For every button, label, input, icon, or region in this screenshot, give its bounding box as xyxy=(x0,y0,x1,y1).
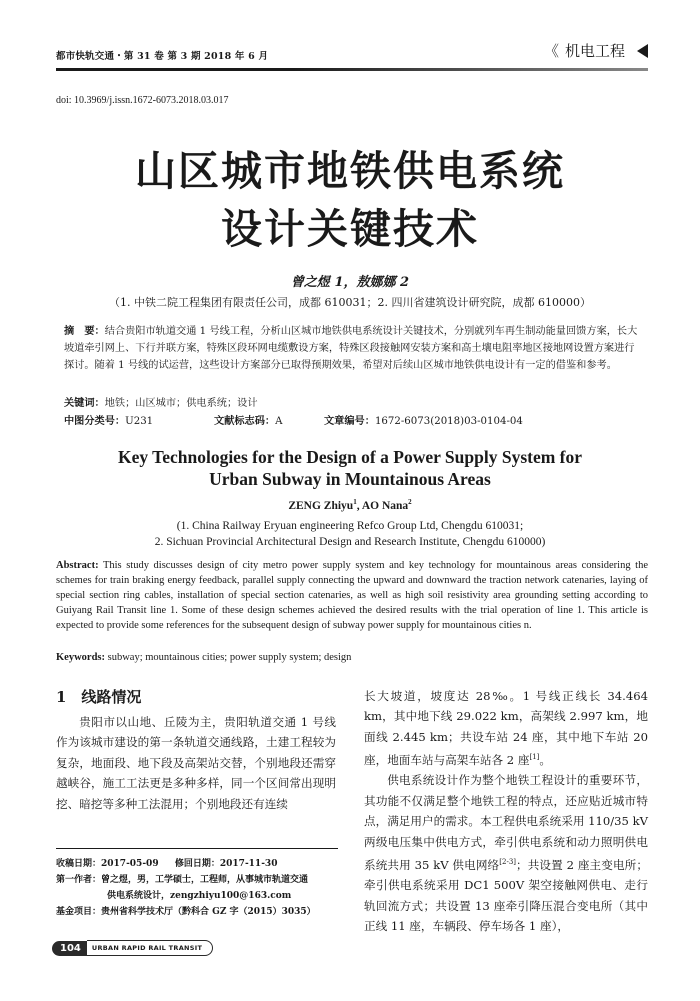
footnote-dates: 收稿日期：2017-05-09 修回日期：2017-11-30 xyxy=(56,859,278,869)
section-label: 机电工程 xyxy=(564,42,625,60)
revised-date: 2017-11-30 xyxy=(219,859,278,869)
en-affiliation-line-1: (1. China Railway Eryuan engineering Refco Group Ltd, Chengdu 610031; xyxy=(176,520,524,532)
cn-abstract-text: 结合贵阳市轨道交通 1 号线工程，分析山区城市地铁供电系统设计关键技术，分别就列车再生制动能量回馈方案，长大坡道牵引网上、下行并联方案，特殊区段环网电缆敷设方案，特殊区段接触网安装方案和高土壤电阻率地区接地网设置方案进行探讨。随着 1 号线的试运营，这些设计方案部分已取得预期效果，希望对后续山区城市地铁供电设计有一定的借鉴和参考。 xyxy=(64,326,638,371)
en-author-sep: , xyxy=(356,499,362,512)
cn-keywords-text: 地铁；山区城市；供电系统；设计 xyxy=(104,398,258,409)
right-column xyxy=(364,686,648,937)
en-abstract xyxy=(56,558,648,633)
section-mark: 《 xyxy=(543,42,559,60)
footnote-rule xyxy=(56,848,338,849)
journal-info: 都市快轨交通・第 31 卷 第 3 期 2018 年 6 月 xyxy=(56,51,269,62)
cn-keywords xyxy=(64,395,638,412)
page-number: 104 xyxy=(52,941,87,956)
citation-1: [1] xyxy=(529,753,540,762)
en-author-2-sup: 2 xyxy=(408,498,412,506)
en-abstract-label: Abstract: xyxy=(56,560,99,571)
footnote-author: 第一作者：曾之煜，男，工学硕士，工程师，从事城市轨道交通 xyxy=(56,875,309,885)
en-keywords-label: Keywords: xyxy=(56,652,105,663)
body-paragraph-2: 供电系统设计作为整个地铁工程设计的重要环节，其功能不仅满足整个地铁工程的特点，还应贴近城市特点，满足用户的需求。本工程供电系统采用 110/35 kV 两级电压集中供电方式，牵引供电系统和动力照明供电系统共用 35 kV 供电网络[2-3]；共设置 2 座主变电所；牵引供电系统采用 DC1 500V 架空接触网供电、走行轨回流方式；共设置 13 座牵引降压混合变电所（其中正线 11 座，车辆段、停车场各 1 座）， xyxy=(364,773,648,934)
en-abstract-text: This study discusses design of city metro power supply system and key technology for mountainous areas considering the schemes for train braking energy feedback, parallel supply connecting the upward and downward the traction network catenaries, laying of special section ring cables, installation of special section catenaries, as well as high soil resistivity area grounding setting according to Guiyang Rail Transit line 1. Some of these design schemes achieved the desired results with the trial operation of line 1. This article is expected to provide some references for the subsequent design of subway power supply for mountainous cities n. xyxy=(56,560,648,631)
citation-2: [2-3] xyxy=(499,858,516,867)
received-date: 2017-05-09 xyxy=(101,859,159,869)
page-footer xyxy=(52,940,213,956)
en-author-1-sup: 1 xyxy=(353,498,357,506)
cn-title-line-2: 设计关键技术 xyxy=(221,205,479,253)
cn-classification xyxy=(64,413,638,430)
doc-code-label: 文献标志码： xyxy=(214,415,276,427)
triangle-left-icon xyxy=(637,44,648,58)
cn-title-line-1: 山区城市地铁供电系统 xyxy=(135,147,565,195)
cn-abstract xyxy=(64,323,638,374)
footer-journal-label: URBAN RAPID RAIL TRANSIT xyxy=(87,940,213,956)
en-author-2: AO Nana xyxy=(361,499,409,512)
en-title-line-2: Urban Subway in Mountainous Areas xyxy=(209,469,491,489)
footnotes xyxy=(56,856,346,920)
body-paragraph-1: 贵阳市以山地、丘陵为主，贵阳轨道交通 1 号线作为该城市建设的第一条轨道交通线路，土建工程较为复杂，地面段、地下段及高架站交替，个别地段还需穿越峡谷，施工工法更是多种多样，同一个区间常出现明挖、暗挖等多种工法混用；个别地段还有连续 xyxy=(56,715,336,811)
article-no-value: 1672-6073(2018)03-0104-04 xyxy=(374,416,523,427)
en-author-1: ZENG Zhiyu xyxy=(288,499,354,512)
en-title xyxy=(0,446,700,490)
cn-authors: 曾之煜 1，敖娜娜 2 xyxy=(290,275,410,290)
cn-abstract-label: 摘 要： xyxy=(64,325,105,337)
body-paragraph-1-continued: 长大坡道，坡度达 28‰。1 号线正线长 34.464 km，其中地下线 29.022 km，高架线 2.997 km，地面线 2.445 km；共设车站 24 座，其中地下车站 20 座，地面车站与高架车站各 2 座[1]。 xyxy=(364,689,648,768)
section-tag xyxy=(544,40,648,61)
en-keywords-text: subway; mountainous cities; power supply system; design xyxy=(105,652,352,663)
en-authors xyxy=(0,498,700,512)
clc-value: U231 xyxy=(125,416,154,427)
en-keywords xyxy=(56,650,648,665)
clc-label: 中图分类号： xyxy=(64,415,126,427)
cn-title xyxy=(0,142,700,258)
cn-keywords-label: 关键词： xyxy=(64,397,105,409)
doc-code-value: A xyxy=(275,416,283,427)
section-heading: 1 线路情况 xyxy=(56,688,142,706)
cn-affiliation: （1. 中铁二院工程集团有限责任公司，成都 610031；2. 四川省建筑设计研究院，成都 610000） xyxy=(109,296,591,309)
footnote-fund: 基金项目：贵州省科学技术厅（黔科合 GZ 字（2015）3035） xyxy=(56,907,316,917)
en-title-line-1: Key Technologies for the Design of a Power Supply System for xyxy=(117,447,583,467)
en-affiliation-line-2: 2. Sichuan Provincial Architectural Design and Research Institute, Chengdu 610000) xyxy=(154,536,546,548)
footnote-author-cont: 供电系统设计，zengzhiyu100@163.com xyxy=(107,891,292,901)
header-rule xyxy=(56,68,648,71)
doi: doi: 10.3969/j.issn.1672-6073.2018.03.017 xyxy=(56,95,229,106)
article-no-label: 文章编号： xyxy=(324,415,375,427)
en-affiliation xyxy=(0,518,700,550)
